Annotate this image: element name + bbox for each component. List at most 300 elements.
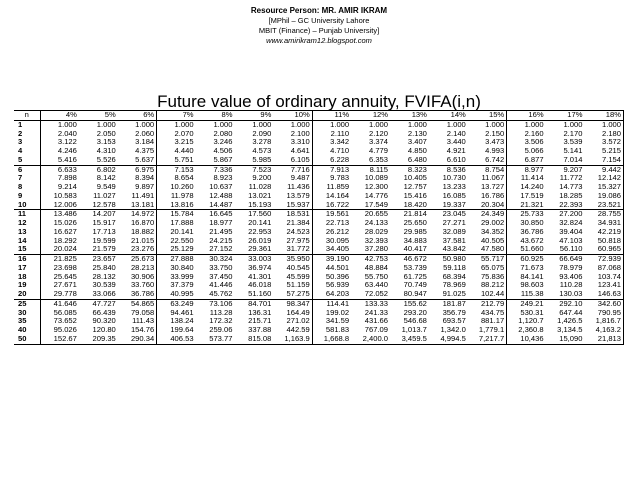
value-cell: 146.63: [584, 290, 623, 299]
value-cell: 50.980: [429, 255, 468, 264]
value-cell: 30.095: [312, 237, 351, 246]
value-cell: 11.491: [131, 191, 155, 200]
value-cell: 2.160: [507, 130, 546, 139]
period-cell: 10: [18, 200, 27, 209]
period-cell: 1: [18, 120, 23, 129]
table-header-row: [14, 111, 624, 121]
value-cell: 4.440: [157, 147, 196, 156]
value-cell: 40.995: [157, 290, 196, 299]
value-cell: 6.610: [446, 155, 466, 164]
value-cell: 209.35: [79, 335, 118, 344]
value-cell: 98.347: [273, 299, 312, 308]
period-cell: 17: [18, 263, 27, 272]
value-cell: 21.579: [92, 245, 116, 254]
value-cell: 8.115: [351, 165, 390, 174]
value-cell: 9.207: [546, 165, 585, 174]
table-row: [14, 210, 624, 219]
value-cell: 46.018: [248, 281, 272, 290]
value-cell: 152.67: [40, 335, 79, 344]
value-cell: 42.219: [584, 228, 623, 237]
period-cell: 12: [18, 219, 27, 227]
value-cell: 11.772: [559, 174, 583, 183]
value-cell: 199.64: [157, 326, 196, 335]
period-cell: 18: [18, 272, 27, 281]
value-cell: 1,013.7: [401, 326, 427, 334]
value-cell: 136.31: [248, 308, 272, 317]
value-cell: 16.722: [312, 201, 351, 210]
value-cell: 14.773: [559, 183, 583, 191]
value-cell: 293.20: [403, 308, 427, 317]
period-cell: 5: [18, 155, 23, 164]
value-cell: 95.026: [40, 326, 79, 335]
value-cell: 12.142: [584, 174, 623, 183]
resource-header: [0, 6, 638, 46]
column-header-rate: 9%: [234, 111, 273, 121]
value-cell: 93.406: [559, 272, 583, 281]
value-cell: 790.95: [584, 309, 623, 318]
value-cell: 7.523: [234, 165, 273, 174]
value-cell: 24.349: [468, 210, 507, 219]
value-cell: 41.646: [40, 299, 79, 308]
value-cell: 25.840: [92, 263, 116, 272]
value-cell: 1.000: [290, 120, 310, 129]
value-cell: 29.985: [403, 227, 427, 236]
value-cell: 20.141: [157, 228, 196, 237]
value-cell: 1.000: [312, 120, 351, 129]
value-cell: 155.62: [390, 299, 429, 308]
value-cell: 14.240: [507, 183, 546, 192]
value-cell: 2.170: [563, 129, 583, 138]
value-cell: 3.153: [96, 138, 116, 147]
value-cell: 11.414: [507, 174, 546, 183]
table-row: [14, 147, 624, 156]
value-cell: 1,816.7: [584, 317, 623, 326]
value-cell: 27.271: [442, 219, 466, 227]
value-cell: 3.278: [252, 138, 272, 147]
value-cell: 7.716: [273, 165, 312, 174]
value-cell: 14.776: [364, 191, 389, 200]
value-cell: 28.755: [584, 210, 623, 219]
value-cell: 13.579: [286, 191, 310, 200]
value-cell: 4.850: [407, 147, 427, 155]
column-header-rate: 11%: [312, 111, 351, 121]
value-cell: 30.539: [92, 281, 116, 290]
table-row: [14, 228, 624, 237]
value-cell: 27.152: [209, 245, 233, 254]
value-cell: 7.154: [584, 156, 623, 165]
value-cell: 9.897: [135, 183, 155, 191]
value-cell: 2.100: [290, 129, 310, 138]
value-cell: 70.749: [403, 281, 427, 290]
value-cell: 1.000: [584, 120, 623, 129]
value-cell: 51.160: [248, 290, 272, 298]
value-cell: 3,459.5: [390, 335, 429, 344]
table-row: [14, 138, 624, 147]
value-cell: 66.439: [92, 308, 116, 317]
table-row: [14, 130, 624, 139]
value-cell: 110.28: [559, 281, 583, 290]
value-cell: 342.60: [584, 299, 623, 308]
value-cell: 1,163.9: [273, 335, 312, 344]
value-cell: 34.405: [312, 245, 351, 254]
value-cell: 5.526: [96, 155, 116, 164]
value-cell: 2.150: [485, 129, 505, 138]
value-cell: 56.085: [40, 309, 79, 318]
value-cell: 27.975: [286, 236, 310, 245]
value-cell: 5.985: [252, 155, 272, 164]
value-cell: 4.506: [213, 147, 233, 155]
value-cell: 2.110: [312, 130, 351, 139]
value-cell: 431.66: [364, 317, 389, 326]
value-cell: 19.337: [442, 200, 466, 209]
column-header-rate: 12%: [351, 111, 390, 121]
table-row: [14, 326, 624, 335]
value-cell: 10.260: [157, 183, 196, 192]
value-cell: 4.641: [290, 147, 310, 155]
value-cell: 2.180: [584, 130, 623, 139]
value-cell: 15.784: [157, 210, 196, 219]
value-cell: 9.549: [96, 183, 116, 191]
value-cell: 84.141: [507, 273, 546, 282]
value-cell: 406.53: [157, 335, 196, 344]
value-cell: 73.652: [40, 317, 79, 326]
value-cell: 90.320: [92, 317, 116, 326]
value-cell: 55.750: [364, 272, 389, 281]
period-cell: 16: [14, 255, 40, 264]
value-cell: 33.999: [157, 273, 196, 282]
value-cell: 31.772: [286, 245, 310, 254]
value-cell: 16.085: [442, 191, 466, 200]
value-cell: 16.645: [196, 210, 235, 219]
value-cell: 13.233: [442, 183, 466, 191]
value-cell: 3.310: [290, 138, 310, 147]
value-cell: 10.405: [403, 174, 427, 183]
value-cell: 71.673: [507, 264, 546, 273]
value-cell: 19.086: [584, 192, 623, 201]
value-cell: 36.974: [248, 263, 272, 272]
value-cell: 98.603: [507, 281, 546, 290]
value-cell: 9.200: [252, 174, 272, 183]
value-cell: 30.324: [196, 255, 235, 264]
value-cell: 88.212: [480, 281, 505, 290]
table-row: [14, 335, 624, 344]
value-cell: 12.757: [403, 183, 427, 191]
period-cell: 7: [18, 174, 23, 183]
value-cell: 15.937: [286, 200, 310, 209]
table-row: [14, 309, 624, 318]
value-cell: 25.673: [118, 255, 157, 264]
value-cell: 3.246: [213, 138, 233, 147]
value-cell: 11.859: [312, 183, 351, 192]
value-cell: 442.59: [286, 326, 310, 334]
value-cell: 4.779: [369, 147, 389, 155]
value-cell: 3.440: [446, 138, 466, 147]
value-cell: 50.818: [584, 237, 623, 246]
value-cell: 8.142: [96, 174, 116, 183]
value-cell: 1.000: [96, 120, 116, 129]
value-cell: 8.654: [157, 174, 196, 183]
value-cell: 17.713: [92, 227, 116, 236]
value-cell: 4.246: [40, 147, 79, 156]
value-cell: 47.580: [480, 245, 505, 254]
value-cell: 15.917: [92, 219, 116, 227]
table-row: [14, 245, 624, 254]
value-cell: 25.645: [40, 273, 79, 282]
value-cell: 66.649: [546, 255, 585, 264]
value-cell: 20.024: [40, 245, 79, 254]
value-cell: 115.38: [507, 290, 546, 299]
value-cell: 8.323: [390, 165, 429, 174]
table-row: [14, 317, 624, 326]
value-cell: 881.17: [480, 317, 505, 326]
value-cell: 13.816: [157, 201, 196, 210]
value-cell: 212.79: [468, 299, 507, 308]
value-cell: 15.193: [248, 200, 272, 209]
value-cell: 8.536: [429, 165, 468, 174]
value-cell: 337.88: [248, 326, 272, 334]
value-cell: 54.865: [118, 299, 157, 308]
value-cell: 3.342: [312, 138, 351, 147]
value-cell: 3.407: [407, 138, 427, 147]
value-cell: 22.393: [559, 200, 583, 209]
value-cell: 6.802: [79, 165, 118, 174]
value-cell: 55.717: [468, 255, 507, 264]
value-cell: 25.129: [157, 245, 196, 254]
value-cell: 36.786: [507, 228, 546, 237]
value-cell: 4.375: [135, 147, 155, 155]
value-cell: 133.33: [351, 299, 390, 308]
value-cell: 7.913: [312, 165, 351, 174]
period-cell: 20: [18, 290, 27, 298]
table-row: [14, 299, 624, 308]
value-cell: 2.120: [369, 129, 389, 138]
value-cell: 5.867: [213, 155, 233, 164]
value-cell: 356.79: [442, 308, 466, 317]
column-header-rate: 5%: [79, 111, 118, 121]
value-cell: 11.067: [481, 174, 505, 183]
value-cell: 6.228: [312, 156, 351, 165]
value-cell: 28.132: [92, 272, 116, 281]
value-cell: 2.140: [446, 129, 466, 138]
column-header-rate: 4%: [40, 111, 79, 121]
table-row: [14, 273, 624, 282]
value-cell: 75.836: [480, 272, 505, 281]
value-cell: 47.103: [559, 236, 583, 245]
table-row: [14, 290, 624, 299]
value-cell: 3.572: [584, 138, 623, 147]
value-cell: 32.393: [364, 236, 389, 245]
value-cell: 9.214: [40, 183, 79, 192]
value-cell: 78.979: [559, 263, 583, 272]
value-cell: 130.03: [559, 290, 583, 298]
value-cell: 1.000: [252, 120, 272, 129]
value-cell: 20.304: [480, 200, 505, 209]
value-cell: 5.066: [507, 147, 546, 156]
value-cell: 30.906: [130, 272, 155, 281]
value-cell: 78.969: [442, 281, 466, 290]
column-header-rate: 13%: [390, 111, 429, 121]
value-cell: 5.141: [563, 147, 583, 155]
value-cell: 2.040: [40, 130, 79, 139]
value-cell: 41.301: [248, 272, 272, 281]
value-cell: 16.627: [40, 228, 79, 237]
period-cell: 4: [18, 147, 23, 155]
value-cell: 3.122: [40, 138, 79, 147]
value-cell: 79.058: [130, 308, 155, 317]
column-header-rate: 17%: [546, 111, 585, 121]
value-cell: 10.583: [40, 192, 79, 201]
value-cell: 40.505: [480, 236, 505, 245]
period-cell: 2: [18, 129, 23, 138]
column-header-rate: 16%: [507, 111, 546, 121]
value-cell: 9.442: [584, 165, 623, 174]
value-cell: 14.972: [118, 210, 157, 219]
value-cell: 32.824: [559, 219, 583, 227]
table-row: [14, 120, 624, 129]
value-cell: 2,360.8: [507, 326, 546, 335]
value-cell: 45.599: [286, 272, 310, 281]
value-cell: 11.978: [157, 192, 196, 201]
value-cell: 1.000: [135, 120, 155, 129]
value-cell: 12.578: [92, 200, 116, 209]
value-cell: 6.877: [507, 156, 546, 165]
value-cell: 51.660: [507, 245, 546, 254]
value-cell: 114.41: [312, 299, 351, 308]
value-cell: 72.939: [584, 255, 623, 264]
value-cell: 37.379: [157, 281, 196, 290]
value-cell: 1.000: [40, 120, 79, 129]
value-cell: 34.883: [403, 236, 427, 245]
period-cell: 35: [18, 317, 27, 326]
value-cell: 47.727: [79, 299, 118, 308]
value-cell: 4.573: [252, 147, 272, 155]
value-cell: 23.657: [79, 255, 118, 264]
blog-url: www.amirikram12.blogspot.com: [266, 36, 372, 45]
period-cell: 8: [18, 183, 23, 191]
value-cell: 11.436: [287, 183, 310, 191]
value-cell: 51.159: [286, 281, 310, 290]
value-cell: 13.181: [130, 200, 155, 209]
value-cell: 4.310: [96, 147, 116, 155]
value-cell: 34.931: [584, 219, 623, 228]
value-cell: 3.184: [135, 138, 155, 147]
value-cell: 15.327: [584, 183, 623, 192]
value-cell: 581.83: [312, 326, 351, 335]
table-row: [14, 237, 624, 246]
value-cell: 3,134.5: [557, 326, 583, 334]
value-cell: 27.671: [40, 281, 79, 290]
value-cell: 20.655: [351, 210, 390, 219]
value-cell: 341.59: [312, 317, 351, 326]
value-cell: 1,120.7: [507, 317, 546, 326]
column-header-rate: 14%: [429, 111, 468, 121]
value-cell: 120.80: [92, 326, 116, 334]
value-cell: 12.300: [364, 183, 389, 191]
value-cell: 181.87: [429, 299, 468, 308]
value-cell: 4.921: [446, 147, 466, 155]
value-cell: 4.993: [485, 147, 505, 155]
value-cell: 18.531: [273, 210, 312, 219]
value-cell: 1.000: [446, 120, 466, 129]
column-header-n: n: [14, 111, 40, 121]
value-cell: 65.075: [480, 263, 505, 272]
value-cell: 8.754: [468, 165, 507, 174]
value-cell: 21.495: [209, 227, 233, 236]
value-cell: 27.200: [546, 210, 585, 219]
value-cell: 103.74: [584, 273, 623, 282]
value-cell: 40.417: [403, 245, 427, 254]
value-cell: 23.698: [40, 264, 79, 273]
table-row: [14, 201, 624, 210]
value-cell: 1,342.0: [440, 326, 466, 334]
value-cell: 91.025: [442, 290, 466, 298]
value-cell: 64.203: [312, 290, 351, 299]
value-cell: 15.416: [403, 191, 427, 200]
value-cell: 215.71: [248, 317, 272, 326]
value-cell: 2.080: [213, 129, 233, 138]
value-cell: 12.488: [209, 191, 233, 200]
value-cell: 17.888: [157, 219, 196, 228]
value-cell: 34.352: [480, 227, 505, 236]
value-cell: 84.701: [234, 299, 273, 308]
value-cell: 14.164: [312, 192, 351, 201]
value-cell: 5.215: [584, 147, 623, 156]
period-cell: 19: [18, 281, 27, 290]
value-cell: 18.977: [209, 219, 233, 227]
value-cell: 28.029: [364, 227, 389, 236]
value-cell: 44.501: [312, 264, 351, 273]
value-cell: 56.939: [312, 281, 351, 290]
value-cell: 8.977: [507, 165, 546, 174]
value-cell: 573.77: [196, 335, 235, 344]
value-cell: 46.672: [390, 255, 429, 264]
value-cell: 14.487: [209, 200, 233, 209]
value-cell: 172.32: [209, 317, 233, 326]
value-cell: 18.420: [403, 200, 427, 209]
value-cell: 693.57: [442, 317, 466, 326]
value-cell: 17.519: [507, 192, 546, 201]
value-cell: 22.953: [248, 227, 272, 236]
value-cell: 199.02: [312, 309, 351, 318]
value-cell: 1,779.1: [478, 326, 505, 334]
value-cell: 21.814: [390, 210, 429, 219]
period-cell: 50: [14, 335, 40, 344]
value-cell: 2.060: [135, 129, 155, 138]
value-cell: 19.599: [92, 236, 116, 245]
value-cell: 17.549: [364, 200, 389, 209]
value-cell: 815.08: [234, 335, 273, 344]
value-cell: 35.950: [273, 255, 312, 264]
value-cell: 249.21: [507, 299, 546, 308]
column-header-rate: 15%: [468, 111, 507, 121]
degree: MBIT (Finance) – Punjab University]: [258, 26, 380, 35]
value-cell: 30.850: [507, 219, 546, 228]
value-cell: 56.110: [559, 245, 583, 254]
value-cell: 1.000: [563, 120, 583, 129]
value-cell: 43.672: [507, 237, 546, 246]
period-cell: 40: [18, 326, 27, 334]
value-cell: 14.207: [79, 210, 118, 219]
value-cell: 23.045: [429, 210, 468, 219]
period-cell: 6: [14, 165, 40, 174]
value-cell: 1,426.5: [557, 317, 583, 326]
value-cell: 61.725: [403, 272, 427, 281]
value-cell: 3.506: [507, 138, 546, 147]
value-cell: 22.550: [157, 237, 196, 246]
value-cell: 39.404: [559, 227, 583, 236]
table-row: [14, 156, 624, 165]
value-cell: 18.285: [559, 191, 583, 200]
